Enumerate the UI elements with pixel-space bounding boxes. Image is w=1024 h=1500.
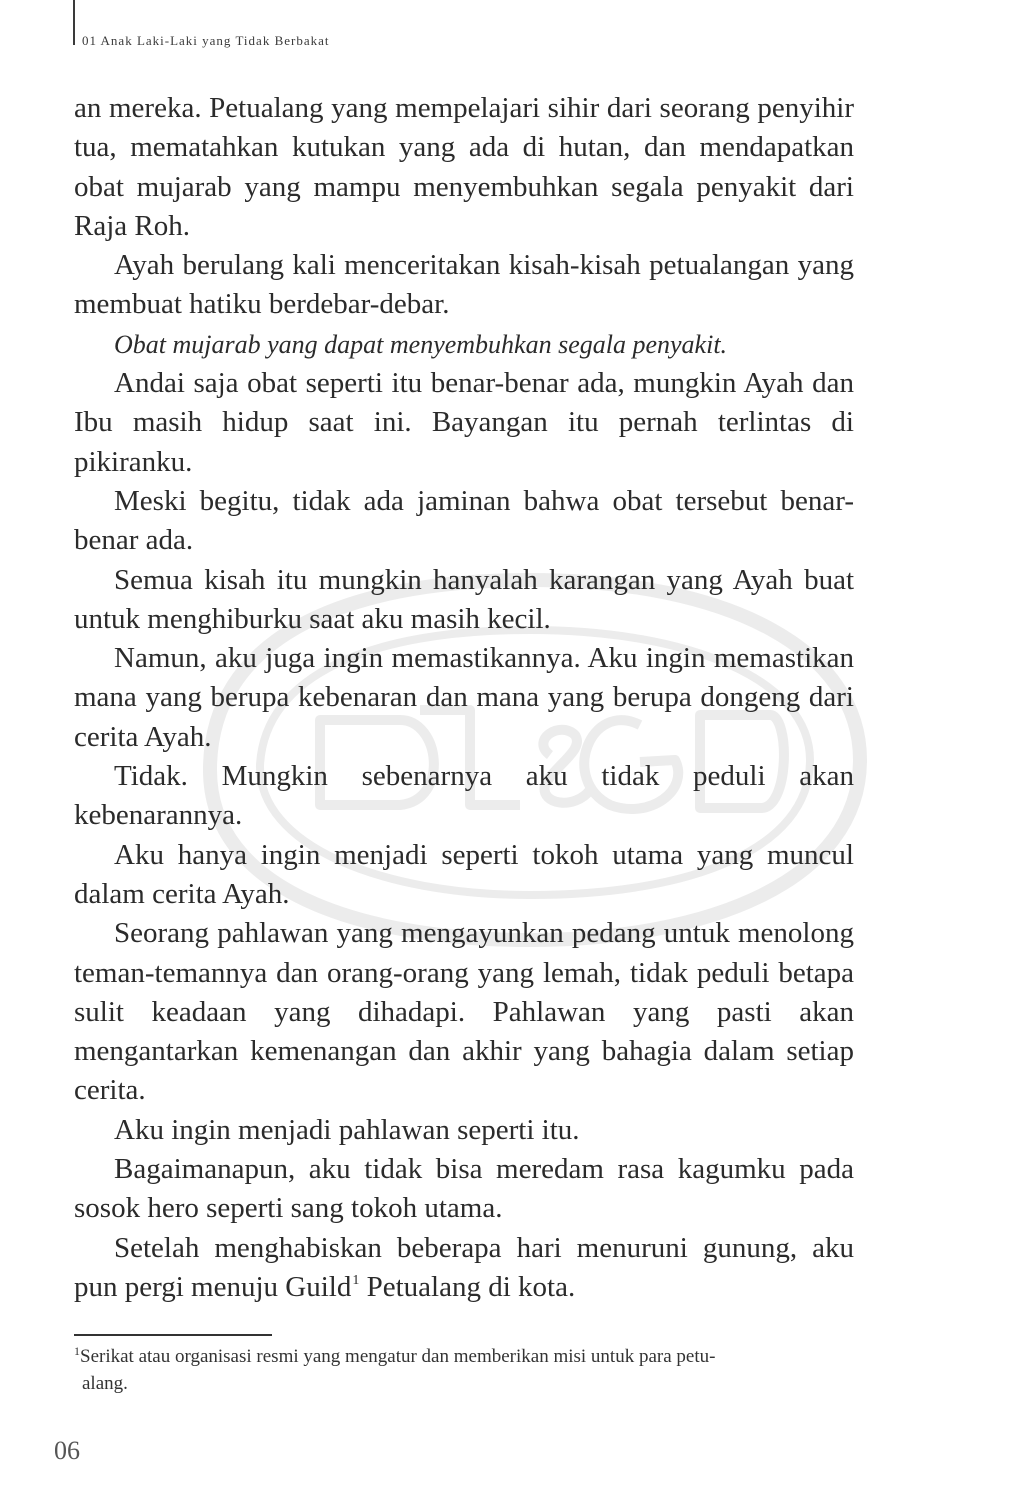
paragraph: Aku hanya ingin menjadi seperti tokoh utama yang muncul dalam cerita Ayah. — [74, 838, 854, 910]
paragraph: an mereka. Petualang yang mempelajari sihir dari seorang penyihir tua, mematahkan kutukan yang ada di hutan, dan mendapatkan obat mujarab yang mampu menyembuhkan segala penyakit dari Raja Roh. — [74, 92, 854, 242]
footnote-reference[interactable]: 1 — [352, 1272, 360, 1288]
footnote — [74, 1344, 844, 1396]
footnote-rule — [74, 1334, 272, 1336]
page-number: 06 — [54, 1436, 80, 1465]
paragraph: Meski begitu, tidak ada jaminan bahwa obat tersebut benar-benar ada. — [74, 484, 854, 557]
paragraph-text: Petualang di kota. — [359, 1270, 576, 1303]
paragraph: Andai saja obat seperti itu benar-benar ada, mungkin Ayah dan Ibu masih hidup saat ini. Bayangan itu pernah terlintas di pikiranku. — [74, 367, 854, 478]
paragraph: Ayah berulang kali menceritakan kisah-kisah petualangan yang membuat hatiku berdebar-debar. — [74, 249, 854, 321]
paragraph-with-footnote — [74, 1229, 854, 1313]
footnote-text: Serikat atau organisasi resmi yang mengatur dan memberikan misi untuk para petu- — [80, 1346, 716, 1367]
paragraph: Seorang pahlawan yang mengayunkan pedang untuk menolong teman-temannya dan orang-orang yang lemah, tidak peduli betapa sulit keadaan yang dihadapi. Pahlawan yang pasti akan mengantarkan kemenangan dan akhir yang bahagia dalam setiap cerita. — [74, 917, 854, 1107]
running-head: 01 Anak Laki-Laki yang Tidak Berbakat — [82, 33, 330, 48]
paragraph: Aku ingin menjadi pahlawan seperti itu. — [114, 1113, 580, 1146]
paragraph: Tidak. Mungkin sebenarnya aku tidak peduli akan kebenarannya. — [74, 760, 854, 832]
footnote-marker: 1 — [74, 1344, 80, 1358]
paragraph: Namun, aku juga ingin memastikannya. Aku ingin memastikan mana yang berupa kebenaran dan mana yang berupa dongeng dari cerita Ayah. — [74, 642, 854, 753]
paragraph-text: Setelah menghabiskan beberapa hari menuruni gunung, aku pun pergi menuju Guild — [74, 1231, 854, 1303]
italic-paragraph: Obat mujarab yang dapat menyembuhkan segala penyakit. — [114, 329, 728, 359]
footnote-line: alang. — [82, 1373, 128, 1394]
paragraph: Semua kisah itu mungkin hanyalah karangan yang Ayah buat untuk menghiburku saat aku masih kecil. — [74, 563, 854, 635]
body-text — [74, 89, 854, 1312]
paragraph: Bagaimanapun, aku tidak bisa meredam rasa kagumku pada sosok hero seperti sang tokoh utama. — [74, 1153, 854, 1225]
footnote-line — [74, 1344, 844, 1371]
header-rule — [73, 0, 75, 45]
